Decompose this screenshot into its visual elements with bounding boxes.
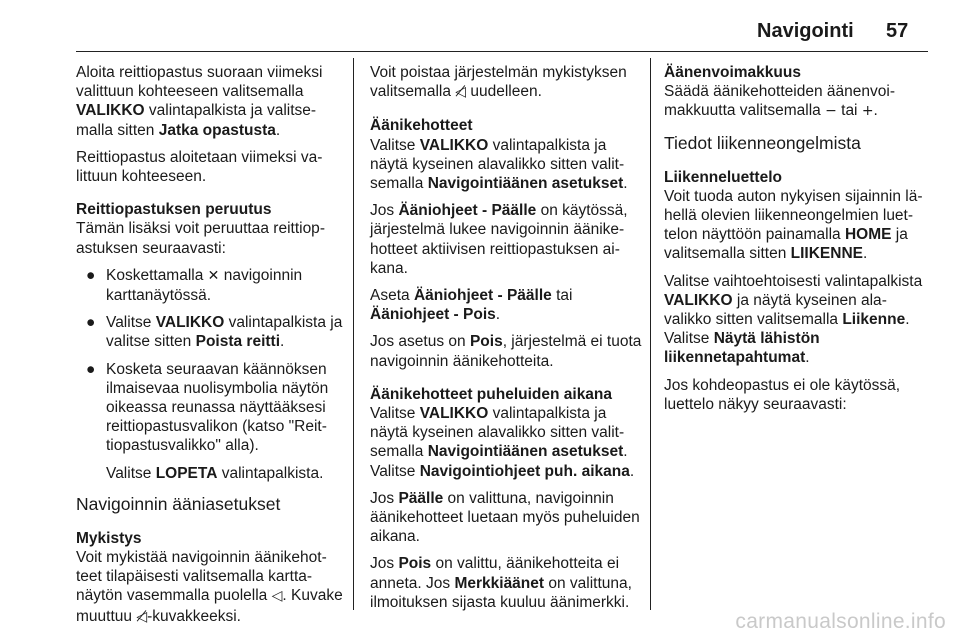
- paragraph: Jos Pois on valittu, äänikehotteita ei anneta. Jos Merkkiäänet on valittuna, ilmoituksen sijasta kuuluu äänimerkki.: [370, 555, 632, 611]
- subheading: Äänenvoimakkuus: [664, 64, 801, 81]
- paragraph: Valitse vaihtoehtoisesti valintapalkista VALIKKO ja näytä kyseinen alavalikko sitten valitsemalla Liikenne. Valitse Näytä lähistön liikennetapahtumat.: [664, 272, 923, 367]
- mute-icon: ◁̸: [136, 608, 148, 625]
- page-number: 57: [886, 20, 909, 42]
- paragraph: Reittiopastus aloitetaan viimeksi valittuun kohteeseen.: [76, 148, 323, 186]
- header-divider: [76, 51, 928, 52]
- column-3: [664, 63, 928, 422]
- subheading: Mykistys: [76, 529, 142, 547]
- paragraph: Aloita reittiopastus suoraan viimeksi valittuun kohteeseen valitsemalla VALIKKO valintapalkista ja valitsemalla sitten Jatka opastusta.: [76, 64, 323, 139]
- subheading: Reittiopastuksen peruutus: [76, 201, 272, 219]
- paragraph: Jos asetus on Pois, järjestelmä ei tuota navigoinnin äänikehotteita.: [370, 333, 642, 370]
- column-divider-2: [650, 58, 651, 610]
- paragraph: Jos Ääniohjeet - Päälle on käytössä, järjestelmä lukee navigoinnin äänikehotteet aktiivisen reittiopastuksen aikana.: [370, 202, 628, 277]
- bullet-list: [76, 266, 346, 456]
- subheading: Liikenneluettelo: [664, 168, 782, 186]
- paragraph: Valitse VALIKKO valintapalkista ja näytä kyseinen alavalikko sitten valitsemalla Navigointiäänen asetukset. Valitse Navigointiohjeet puh. aikana.: [370, 405, 635, 480]
- paragraph: Voit mykistää navigoinnin äänikehotteet tilapäisesti valitsemalla karttanäytön vasemmalla puolella ◁. Kuvake muuttuu ◁̸-kuvakkeeksi.: [76, 549, 343, 625]
- speaker-icon: ◁: [271, 588, 283, 605]
- column-1: [76, 63, 346, 635]
- section-heading: Navigoinnin ääniasetukset: [76, 493, 281, 514]
- list-item: ● Koskettamalla ✕ navigoinnin karttanäytössä.: [86, 266, 303, 305]
- subheading: Äänikehotteet puheluiden aikana: [370, 385, 613, 403]
- paragraph: Jos kohdeopastus ei ole käytössä, luettelo näkyy seuraavasti:: [664, 376, 901, 413]
- paragraph: Säädä äänikehotteiden äänenvoimakkuutta valitsemalla − tai +.: [664, 83, 895, 120]
- plus-icon: +: [861, 103, 874, 120]
- paragraph: Voit tuoda auton nykyisen sijainnin lähellä olevien liikenneongelmien luettelon näyttöön painamalla HOME ja valitsemalla sitten LIIKENNE.: [664, 187, 923, 263]
- subheading: Äänikehotteet: [370, 117, 473, 135]
- list-item: ● Valitse VALIKKO valintapalkista ja valitse sitten Poista reitti.: [86, 314, 343, 351]
- page-header-title: Navigointi: [757, 20, 854, 42]
- mute-icon: ◁̸: [455, 84, 467, 101]
- column-divider-1: [353, 58, 354, 610]
- paragraph: Valitse VALIKKO valintapalkista ja näytä kyseinen alavalikko sitten valitsemalla Navigointiäänen asetukset.: [370, 136, 628, 193]
- list-item: ● Kosketa seuraavan käännöksen ilmaisevaa nuolisymbolia näytön oikeassa reunassa näyttääksesi reittiopastusvalikon (katso "Reittiopastusvalikko" alla).: [86, 360, 329, 455]
- paragraph: Valitse LOPETA valintapalkista.: [106, 464, 324, 482]
- minus-icon: −: [825, 103, 837, 120]
- column-2: [370, 63, 642, 620]
- section-heading: Tiedot liikenneongelmista: [664, 132, 861, 153]
- paragraph: Tämän lisäksi voit peruuttaa reittiopastuksen seuraavasti:: [76, 220, 325, 257]
- close-icon: ✕: [207, 267, 220, 284]
- paragraph: Voit poistaa järjestelmän mykistyksen valitsemalla ◁̸ uudelleen.: [370, 64, 627, 101]
- paragraph: Jos Päälle on valittuna, navigoinnin äänikehotteet luetaan myös puheluiden aikana.: [370, 489, 640, 546]
- paragraph: Aseta Ääniohjeet - Päälle tai Ääniohjeet - Pois.: [370, 287, 573, 324]
- watermark: carmanualsonline.info: [735, 610, 946, 633]
